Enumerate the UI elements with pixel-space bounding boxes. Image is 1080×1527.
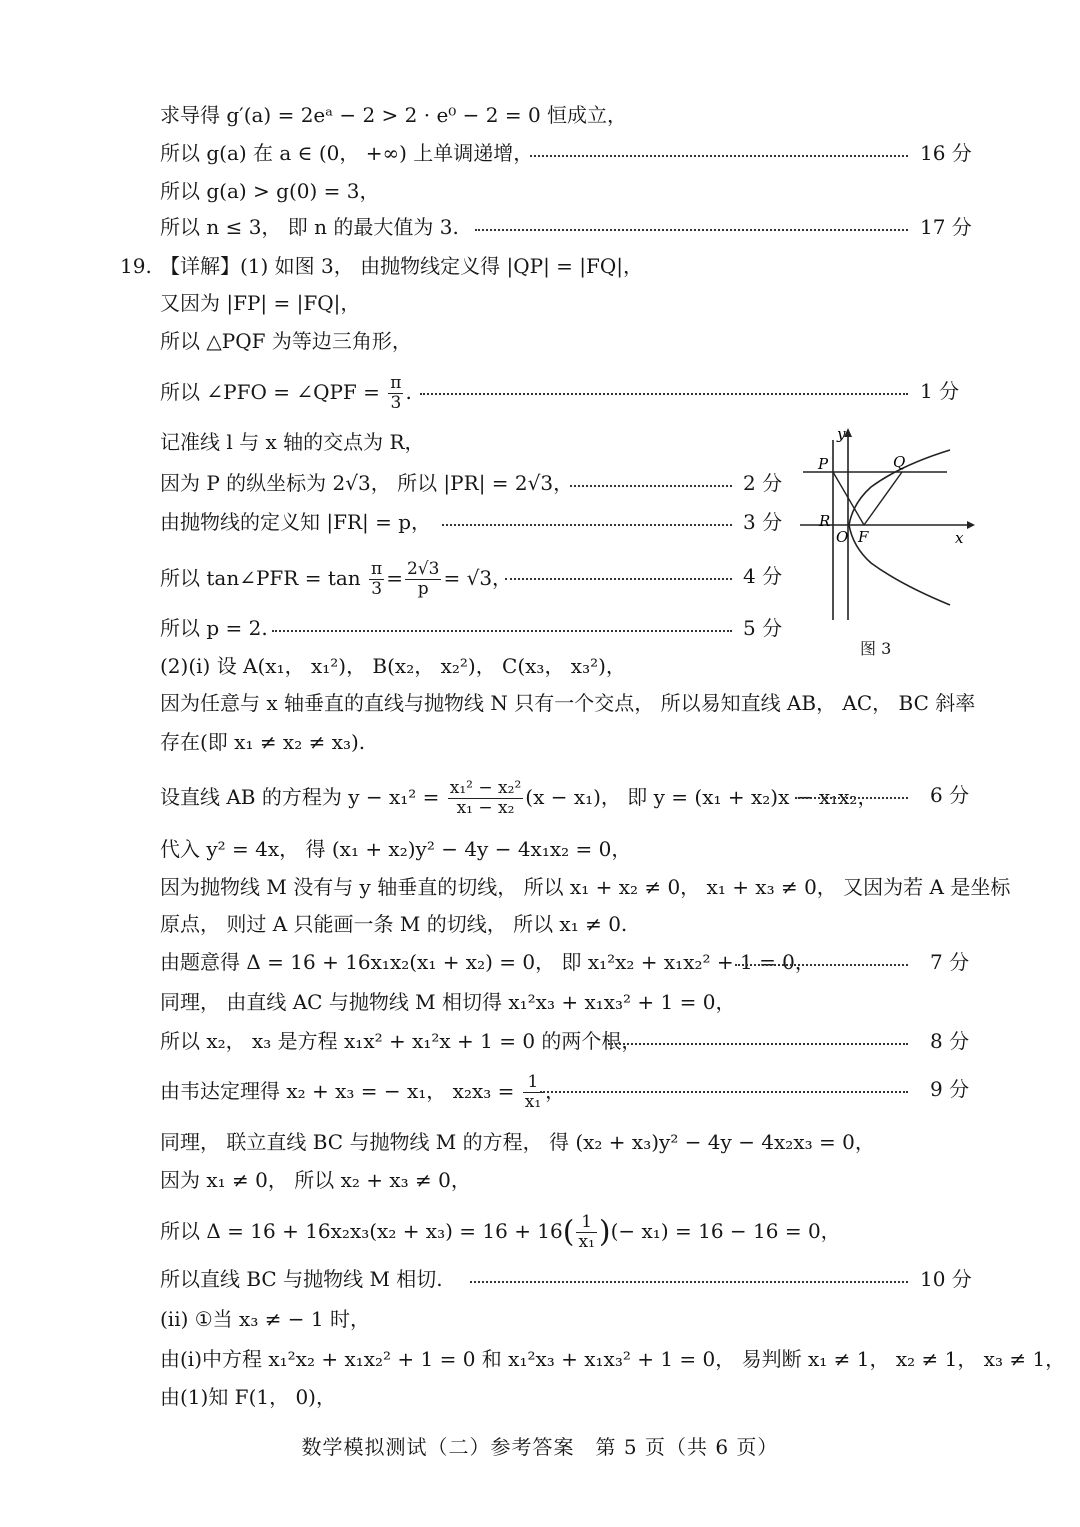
numerator: π <box>371 559 383 579</box>
page-footer: 数学模拟测试（二）参考答案 第 5 页（共 6 页） <box>301 1435 779 1459</box>
line-bc-tangent: 所以直线 BC 与抛物线 M 相切. <box>160 1267 443 1291</box>
line-directrix: 记准线 l 与 x 轴的交点为 R， <box>160 430 425 454</box>
score-7: 7 分 <box>930 950 970 974</box>
x-axis-arrow-icon <box>967 521 975 529</box>
dot-leader <box>540 1091 908 1093</box>
segment-fq <box>864 472 902 525</box>
line-points: (2)(i) 设 A(x₁， x₁²)， B(x₂， x₂²)， C(x₃， x₃²)， <box>160 654 626 678</box>
line-n-max: 所以 n ≤ 3， 即 n 的最大值为 3. <box>160 215 459 239</box>
line-judge: 由(i)中方程 x₁²x₂ + x₁x₂² + 1 = 0 和 x₁²x₃ + x₁x₃² + 1 = 0， 易判断 x₁ ≠ 1， x₂ ≠ 1， x₃ ≠ 1， <box>160 1347 1066 1371</box>
dot-leader <box>272 630 732 632</box>
angle-end: . <box>405 380 412 404</box>
line-detail-1: 【详解】(1) 如图 3， 由抛物线定义得 |QP| = |FQ|， <box>160 254 644 278</box>
line-monotonic: 所以 g(a) 在 a ∈ (0， +∞) 上单调递增， <box>160 141 534 165</box>
angle-text: 所以 ∠PFO = ∠QPF = <box>160 380 380 404</box>
score-1: 1 分 <box>920 379 960 403</box>
line-delta-ab: 由题意得 Δ = 16 + 16x₁x₂(x₁ + x₂) = 0， 即 x₁²x₂ + x₁x₂² + 1 = 0， <box>160 950 815 974</box>
fraction-pi-3 <box>388 374 403 413</box>
line-fp-fq: 又因为 |FP| = |FQ|， <box>160 291 361 315</box>
denominator: p <box>417 579 429 599</box>
denominator: 3 <box>390 393 402 413</box>
delta-end: (− x₁) = 16 − 16 = 0， <box>610 1219 841 1243</box>
line-bc-system: 同理， 联立直线 BC 与抛物线 M 的方程， 得 (x₂ + x₃)y² − 4y − 4x₂x₃ = 0， <box>160 1130 875 1154</box>
vieta-text: 由韦达定理得 x₂ + x₃ = − x₁， x₂x₃ = <box>160 1079 515 1103</box>
fraction-1-x1 <box>576 1213 596 1252</box>
line-x2-x3: 因为 x₁ ≠ 0， 所以 x₂ + x₃ ≠ 0， <box>160 1168 471 1192</box>
equals: = <box>386 566 403 590</box>
dot-leader <box>795 797 908 799</box>
dot-leader <box>608 1043 908 1045</box>
line-case-ii: (ii) ①当 x₃ ≠ − 1 时， <box>160 1307 371 1331</box>
line-angle <box>160 374 412 413</box>
numerator: 1 <box>576 1213 596 1233</box>
line-p-equals: 所以 p = 2. <box>160 616 268 640</box>
line-substitute: 代入 y² = 4x， 得 (x₁ + x₂)y² − 4y − 4x₁x₂ = 0， <box>160 837 632 861</box>
numerator: 2√3 <box>406 559 440 579</box>
denominator: x₁ <box>578 1232 595 1252</box>
label-o: O <box>836 528 849 546</box>
line-delta-bc <box>160 1213 841 1252</box>
delta-text: 所以 Δ = 16 + 16x₂x₃(x₂ + x₃) = 16 + 16 <box>160 1219 563 1243</box>
numerator: 1 <box>523 1073 543 1093</box>
dot-leader <box>442 524 732 526</box>
dot-leader <box>420 393 908 395</box>
tan-end: = √3， <box>443 566 513 590</box>
denominator: 3 <box>371 579 383 599</box>
score-8: 8 分 <box>930 1029 970 1053</box>
score-3: 3 分 <box>743 510 783 534</box>
ab-end: (x − x₁)， 即 y = (x₁ + x₂)x − x₁x₂， <box>525 785 878 809</box>
dot-leader <box>530 155 908 157</box>
label-q: Q <box>893 453 906 471</box>
tan-text: 所以 tan∠PFR = tan <box>160 566 361 590</box>
score-4: 4 分 <box>743 564 783 588</box>
dot-leader <box>470 1281 908 1283</box>
label-p: P <box>818 455 829 473</box>
paren-close: ) <box>598 1214 611 1250</box>
fraction-pi-3 <box>369 560 384 599</box>
numerator: π <box>390 373 402 393</box>
line-focus: 由(1)知 F(1， 0)， <box>160 1385 336 1409</box>
dot-leader <box>735 964 908 966</box>
denominator: x₁ − x₂ <box>456 798 515 818</box>
label-x: x <box>955 529 964 547</box>
paren-open: ( <box>562 1214 575 1250</box>
fraction-2sqrt3-p <box>405 560 441 599</box>
dot-leader <box>505 578 732 580</box>
line-tan <box>160 560 512 599</box>
line-g-greater: 所以 g(a) > g(0) = 3， <box>160 179 380 203</box>
score-6: 6 分 <box>930 783 970 807</box>
line-origin: 原点， 则过 A 只能画一条 M 的切线， 所以 x₁ ≠ 0. <box>160 912 628 936</box>
dot-leader <box>570 485 732 487</box>
score-5: 5 分 <box>743 616 783 640</box>
figure-parabola <box>795 425 975 625</box>
vieta-end: ， <box>545 1079 566 1103</box>
ab-text: 设直线 AB 的方程为 y − x₁² = <box>160 785 440 809</box>
fraction-slope <box>448 779 524 818</box>
label-y: y <box>837 425 846 443</box>
dot-leader <box>475 229 908 231</box>
line-equilateral: 所以 △PQF 为等边三角形， <box>160 329 412 353</box>
line-pr: 因为 P 的纵坐标为 2√3， 所以 |PR| = 2√3， <box>160 471 574 495</box>
question-number: 19. <box>120 254 152 278</box>
line-ac-tangent: 同理， 由直线 AC 与抛物线 M 相切得 x₁²x₃ + x₁x₃² + 1 = 0， <box>160 990 736 1014</box>
line-roots: 所以 x₂， x₃ 是方程 x₁x² + x₁²x + 1 = 0 的两个根， <box>160 1029 642 1053</box>
score-17: 17 分 <box>920 215 972 239</box>
label-r: R <box>819 512 831 530</box>
line-slopes: 因为任意与 x 轴垂直的直线与抛物线 N 只有一个交点， 所以易知直线 AB， AC， BC 斜率 <box>160 691 976 715</box>
score-16: 16 分 <box>920 141 972 165</box>
denominator: x₁ <box>524 1092 542 1112</box>
label-f: F <box>858 528 869 546</box>
figure-caption: 图 3 <box>860 639 892 658</box>
line-no-tangent: 因为抛物线 M 没有与 y 轴垂直的切线， 所以 x₁ + x₂ ≠ 0， x₁ + x₃ ≠ 0， 又因为若 A 是坐标 <box>160 875 1011 899</box>
line-ab-equation <box>160 779 877 818</box>
line-vieta <box>160 1073 565 1112</box>
score-10: 10 分 <box>920 1267 972 1291</box>
line-fr: 由抛物线的定义知 |FR| = p， <box>160 510 432 534</box>
numerator: x₁² − x₂² <box>449 778 522 798</box>
line-derivative: 求导得 g′(a) = 2eᵃ − 2 > 2 · e⁰ − 2 = 0 恒成立， <box>160 103 628 127</box>
score-9: 9 分 <box>930 1077 970 1101</box>
score-2: 2 分 <box>743 471 783 495</box>
line-slopes-exist: 存在(即 x₁ ≠ x₂ ≠ x₃). <box>160 730 366 754</box>
